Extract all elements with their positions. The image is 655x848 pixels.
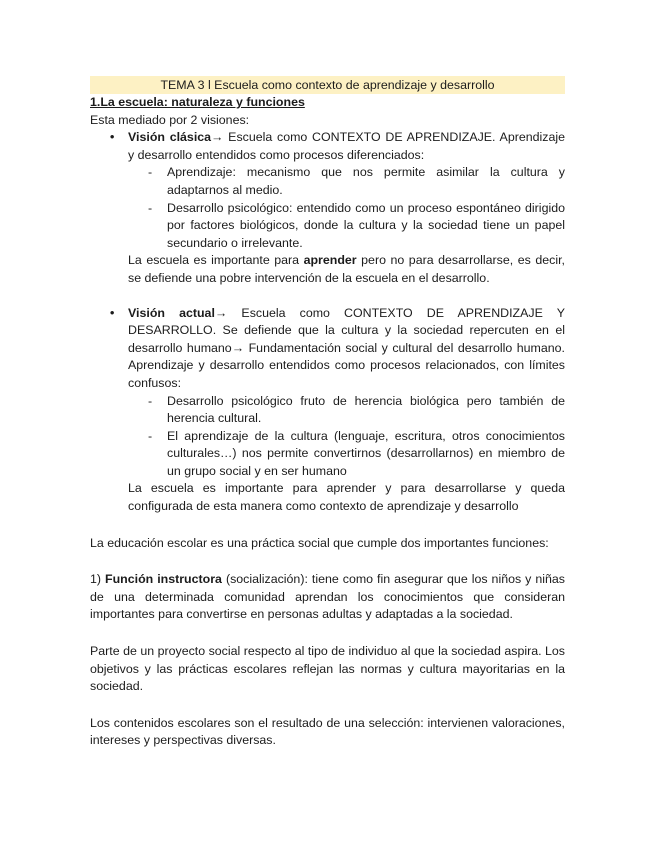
sub-item <box>128 164 565 199</box>
arrow-icon: → <box>214 305 228 320</box>
arrow-icon: → <box>231 340 245 355</box>
function-instructora <box>90 571 565 624</box>
sub-item-text: Desarrollo psicológico fruto de herencia biológica pero también de herencia cultural. <box>167 393 565 426</box>
spacer <box>90 552 565 571</box>
spacer <box>90 624 565 643</box>
spacer <box>90 516 565 535</box>
spacer <box>90 696 565 715</box>
bullet-lead: Visión clásica <box>128 130 212 145</box>
bullet-closing <box>128 252 565 287</box>
sub-item <box>128 200 565 253</box>
bullet-vision-actual <box>90 305 565 516</box>
dash-marker: - <box>148 165 153 180</box>
bullet-body-b: Fundamentación social y cultural del desarrollo humano. Aprendizaje y desarrollo entendidos como procesos relacionados, con límites confusos: <box>128 340 565 390</box>
dash-marker: - <box>148 428 153 443</box>
closing-post: pero no para desarrollarse, es decir, se defiende una pobre intervención de la escuela en el desarrollo. <box>128 253 565 285</box>
dash-marker: - <box>148 200 153 215</box>
function-lead: Función instructora <box>105 572 222 587</box>
bullet-vision-clasica <box>90 129 565 287</box>
bullet-marker: • <box>110 305 115 320</box>
bullet-closing: La escuela es importante para aprender y para desarrollarse y queda configurada de esta manera como contexto de aprendizaje y desarrollo <box>128 481 565 514</box>
paragraph-contents: Los contenidos escolares son el resultado de una selección: intervienen valoraciones, intereses y perspectivas diversas. <box>90 715 565 748</box>
document-content <box>90 76 565 750</box>
topic-title: TEMA 3 l Escuela como contexto de aprendizaje y desarrollo <box>90 76 565 94</box>
bullet-body-a: Escuela como CONTEXTO DE APRENDIZAJE Y DESARROLLO. Se defiende que la cultura y la sociedad repercuten en el desarrollo humano <box>128 305 565 355</box>
section-heading: 1.La escuela: naturaleza y funciones <box>90 95 305 109</box>
closing-pre: La escuela es importante para <box>128 253 304 268</box>
function-number: 1) <box>90 572 106 587</box>
bullet-text <box>128 129 565 164</box>
paragraph-project: Parte de un proyecto social respecto al tipo de individuo al que la sociedad aspira. Los objetivos y las prácticas escolares reflejan las normas y cultura mayoritarias en la sociedad. <box>90 644 565 694</box>
sub-item-text: El aprendizaje de la cultura (lenguaje, escritura, otros conocimientos culturales…) nos permite convertirnos (desarrollarnos) en miembro de un grupo social y en ser humano <box>167 428 565 478</box>
bullet-marker: • <box>110 130 115 145</box>
intro-line: Esta mediado por 2 visiones: <box>90 112 250 127</box>
bullet-text <box>128 305 565 393</box>
function-body: (socialización): tiene como fin asegurar que los niños y niñas de una determinada comunidad aprendan los conocimientos que consideran importantes para convertirse en personas adultas y adaptadas a la sociedad. <box>90 572 565 622</box>
closing-bold: aprender <box>303 253 357 268</box>
arrow-icon: → <box>211 130 224 145</box>
sub-item-text: Aprendizaje: mecanismo que nos permite asimilar la cultura y adaptarnos al medio. <box>167 165 565 197</box>
bullet-lead: Visión actual <box>128 305 215 320</box>
bullet-body: Escuela como CONTEXTO DE APRENDIZAJE. Aprendizaje y desarrollo entendidos como procesos diferenciados: <box>128 130 565 162</box>
sub-item <box>128 428 565 481</box>
spacer <box>90 288 565 305</box>
dash-marker: - <box>148 393 153 408</box>
sub-item-text: Desarrollo psicológico: entendido como un proceso espontáneo dirigido por factores biológicos, donde la cultura y la sociedad tiene un papel secundario o irrelevante. <box>167 200 565 250</box>
education-intro: La educación escolar es una práctica social que cumple dos importantes funciones: <box>90 535 549 550</box>
sub-item <box>128 393 565 428</box>
